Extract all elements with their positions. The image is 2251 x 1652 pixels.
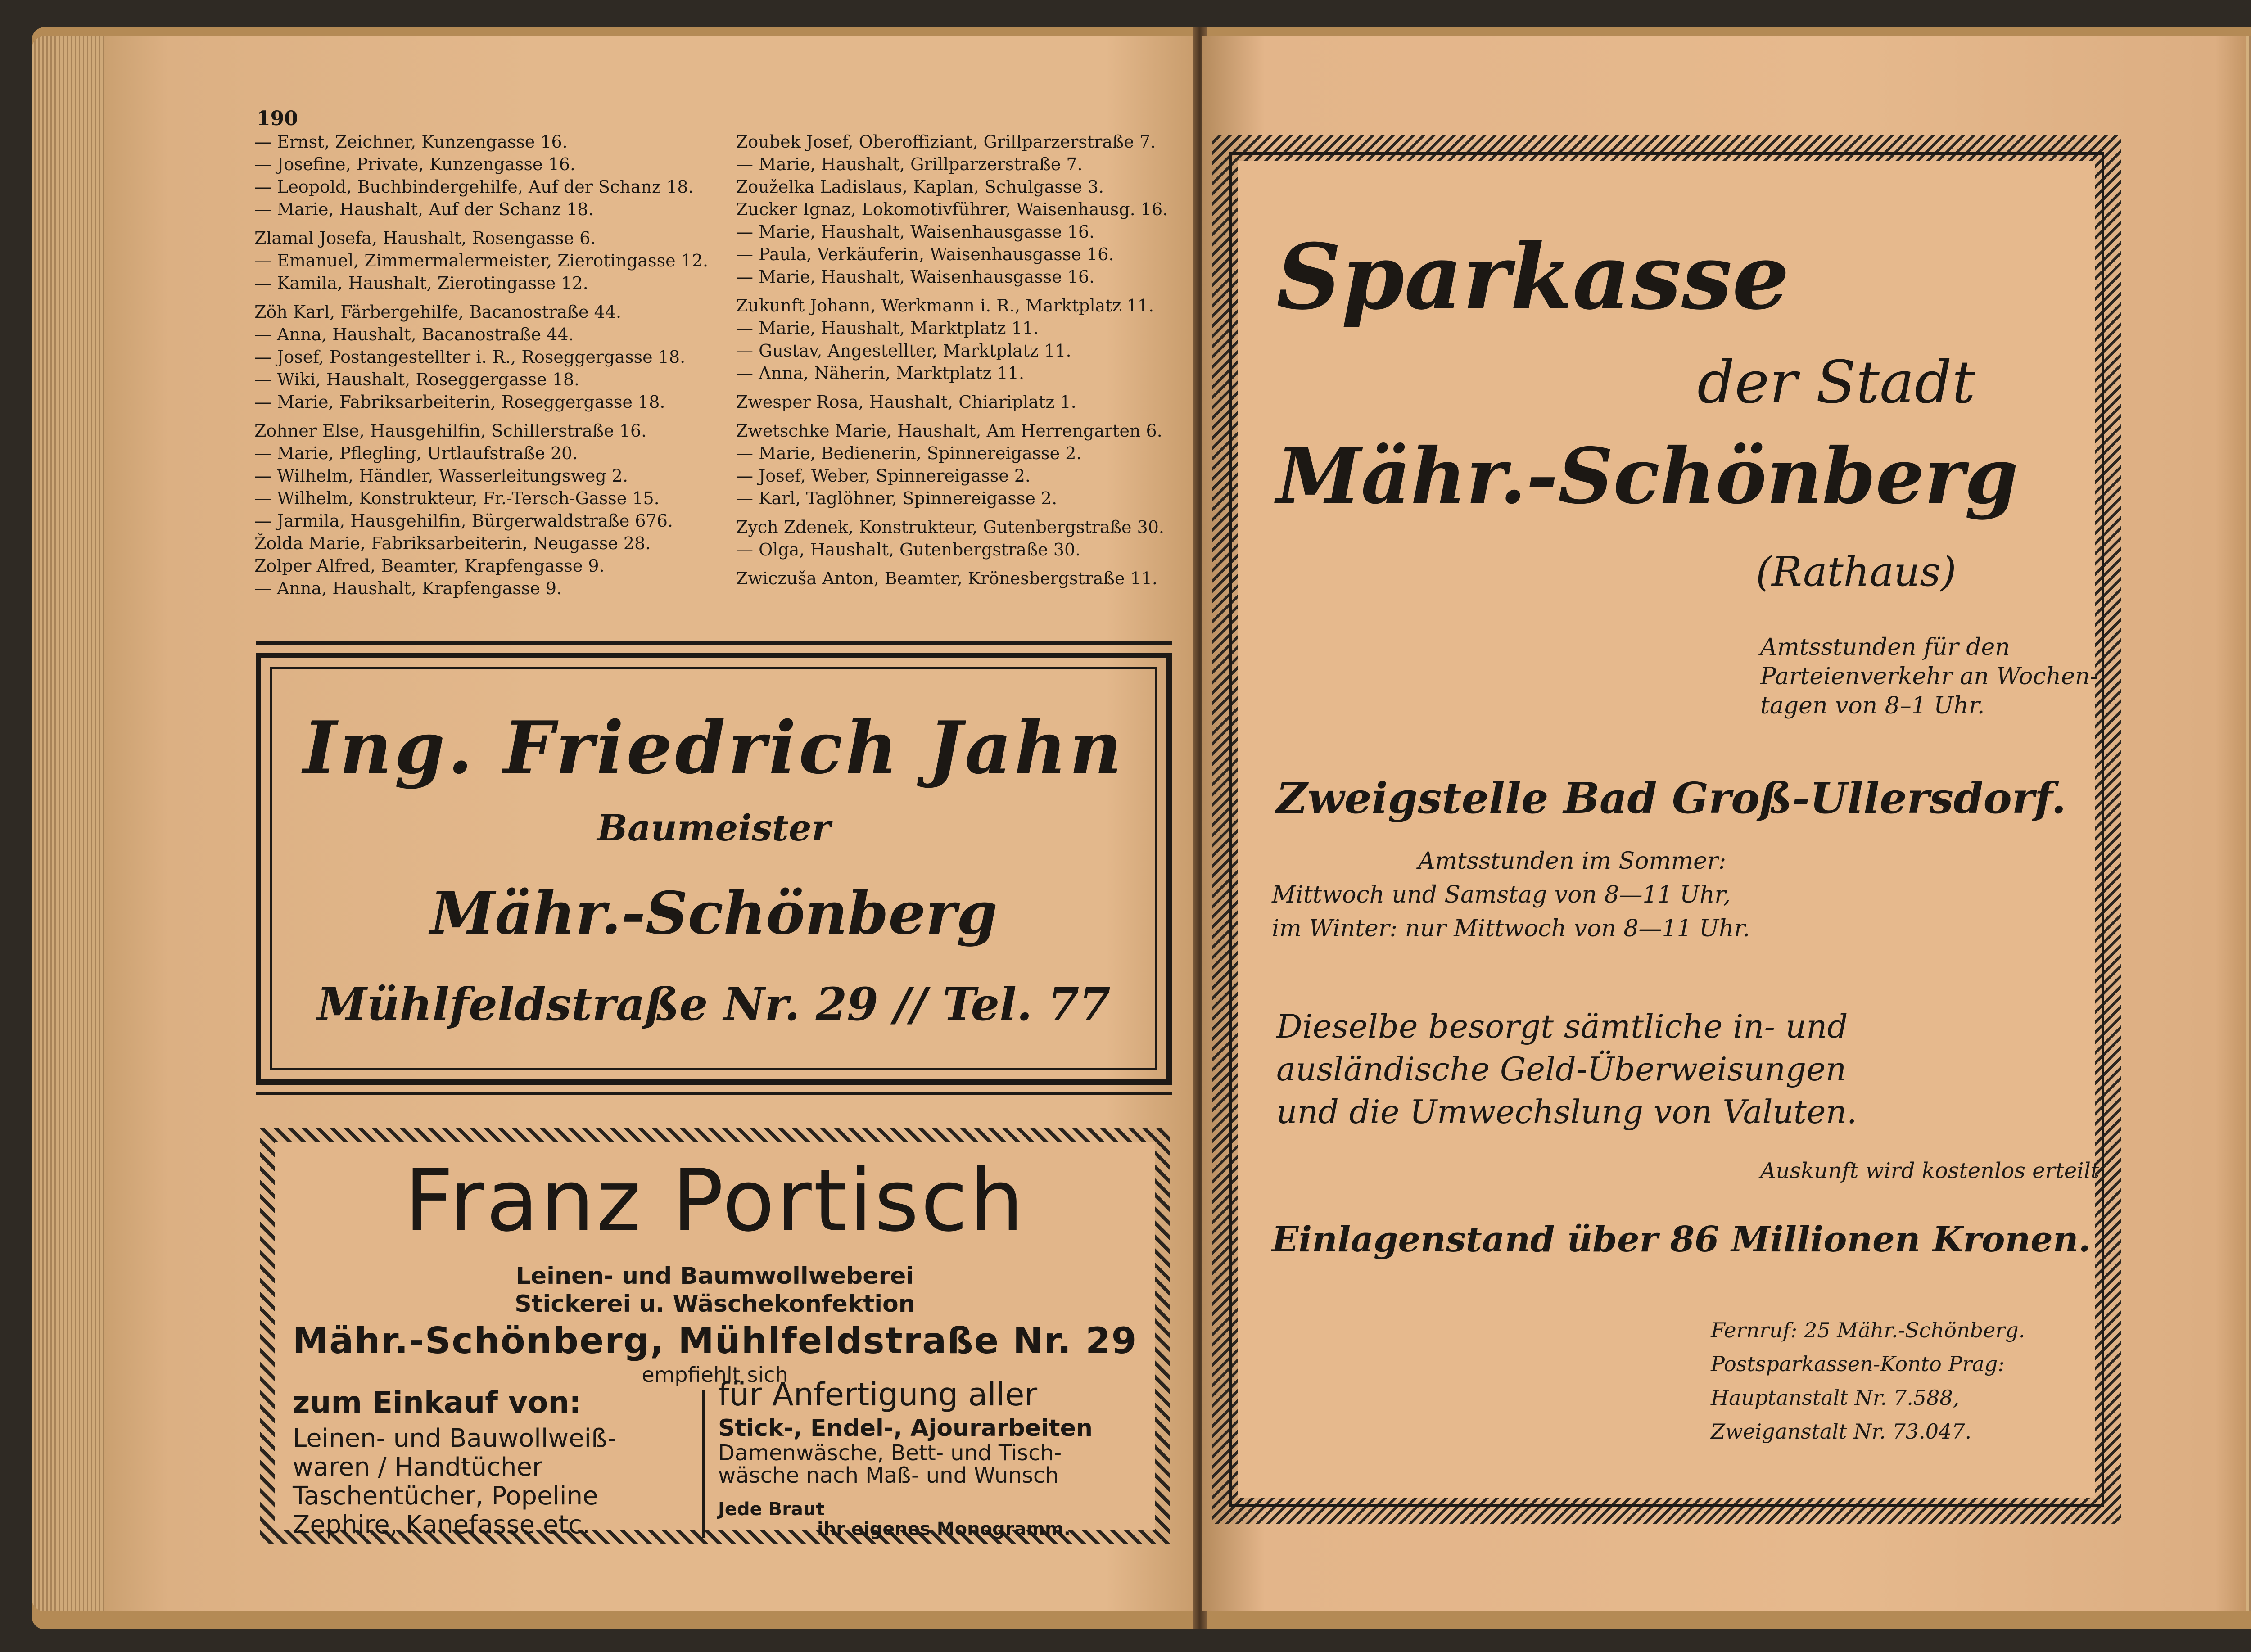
portisch-right-footer2: ihr eigenes Monogramm. (817, 1519, 1071, 1539)
directory-column-left (254, 131, 708, 600)
service-line3: und die Umwechslung von Valuten. (1276, 1093, 1857, 1131)
list-item: — Anna, Haushalt, Bacanostraße 44. (254, 325, 574, 344)
portisch-right-line: Damenwäsche, Bett- und Tisch- (718, 1440, 1062, 1466)
list-item: — Jarmila, Hausgehilfin, Bürgerwaldstraße 676. (254, 511, 673, 531)
list-item: — Wilhelm, Händler, Wasserleitungsweg 2. (254, 466, 628, 486)
list-item: — Karl, Taglöhner, Spinnereigasse 2. (736, 488, 1058, 508)
sparkasse-inner (1238, 161, 2100, 1498)
list-item: — Wilhelm, Konstrukteur, Fr.-Tersch-Gasse 15. (254, 488, 660, 508)
sparkasse-location: (Rathaus) (1756, 548, 1957, 596)
sparkasse-advertisement (1212, 135, 2121, 1524)
page-number: 190 (257, 107, 298, 130)
list-item: — Marie, Pflegling, Urtlaufstraße 20. (254, 443, 578, 463)
list-item: — Josefine, Private, Kunzengasse 16. (254, 154, 576, 174)
list-item: — Ernst, Zeichner, Kunzengasse 16. (254, 132, 568, 152)
list-item: — Anna, Näherin, Marktplatz 11. (736, 363, 1025, 383)
sparkasse-title: Sparkasse (1276, 224, 1790, 330)
portisch-left-title: zum Einkauf von: (293, 1385, 581, 1420)
deposits-line: Einlagenstand über 86 Millionen Kronen. (1272, 1219, 2091, 1260)
list-item: — Marie, Bedienerin, Spinnereigasse 2. (736, 443, 1082, 463)
page-edges-right (2246, 36, 2251, 1611)
sparkasse-city: Mähr.-Schönberg (1276, 431, 2018, 521)
portisch-left-line: Taschentücher, Popeline (293, 1481, 598, 1511)
list-item: Zucker Ignaz, Lokomotivführer, Waisenhausg. 16. (736, 199, 1168, 219)
sparkasse-hours-line3: tagen von 8–1 Uhr. (1760, 692, 1985, 719)
portisch-line1: Leinen- und Baumwollweberei (515, 1263, 914, 1290)
sparkasse-subtitle: der Stadt (1697, 348, 1975, 416)
list-item: Zlamal Josefa, Haushalt, Rosengasse 6. (254, 228, 596, 248)
contact-line3: Hauptanstalt Nr. 7.588, (1711, 1386, 1960, 1410)
jahn-city: Mähr.-Schönberg (430, 879, 998, 948)
list-item: — Gustav, Angestellter, Marktplatz 11. (736, 341, 1071, 361)
list-item: — Paula, Verkäuferin, Waisenhausgasse 16. (736, 244, 1114, 264)
info-note: Auskunft wird kostenlos erteilt (1760, 1158, 2100, 1183)
contact-line2: Postsparkassen-Konto Prag: (1711, 1352, 2005, 1376)
portisch-advertisement (260, 1128, 1170, 1544)
service-line1: Dieselbe besorgt sämtliche in- und (1276, 1007, 1848, 1045)
page-edges-left (32, 36, 104, 1611)
portisch-right-footer1: Jede Braut (718, 1499, 825, 1520)
branch-hours-line2: Mittwoch und Samstag von 8—11 Uhr, (1272, 881, 1731, 908)
contact-line4: Zweiganstalt Nr. 73.047. (1711, 1419, 1972, 1444)
portisch-address: Mähr.-Schönberg, Mühlfeldstraße Nr. 29 (292, 1320, 1138, 1362)
branch-hours-line3: im Winter: nur Mittwoch von 8—11 Uhr. (1272, 915, 1750, 942)
list-item: Zohner Else, Hausgehilfin, Schillerstraße 16. (254, 421, 647, 441)
portisch-right-title: für Anfertigung aller (718, 1376, 1038, 1413)
list-item: — Marie, Fabriksarbeiterin, Roseggergasse 18. (254, 392, 665, 412)
list-item: Zukunft Johann, Werkmann i. R., Marktplatz 11. (736, 296, 1154, 316)
list-item: — Emanuel, Zimmermalermeister, Zierotingasse 12. (254, 251, 709, 271)
list-item: Zolper Alfred, Beamter, Krapfengasse 9. (254, 556, 605, 576)
list-item: — Anna, Haushalt, Krapfengasse 9. (254, 578, 562, 598)
list-item: Zwiczuša Anton, Beamter, Krönesbergstraße 11. (736, 569, 1157, 588)
list-item: Zwesper Rosa, Haushalt, Chiariplatz 1. (736, 392, 1076, 412)
list-item: — Josef, Postangestellter i. R., Roseggergasse 18. (254, 347, 686, 367)
list-item: — Marie, Haushalt, Waisenhausgasse 16. (736, 267, 1095, 287)
sparkasse-hours-line1: Amtsstunden für den (1760, 634, 2010, 661)
portisch-left-line: Leinen- und Bauwollweiß- (293, 1424, 617, 1453)
portisch-right-line: wäsche nach Maß- und Wunsch (718, 1463, 1059, 1488)
list-item: — Marie, Haushalt, Waisenhausgasse 16. (736, 222, 1095, 242)
list-item: Zouželka Ladislaus, Kaplan, Schulgasse 3. (736, 177, 1104, 197)
list-item: Zöh Karl, Färbergehilfe, Bacanostraße 44. (254, 302, 622, 322)
sparkasse-hours-line2: Parteienverkehr an Wochen- (1760, 663, 2098, 690)
portisch-line2: Stickerei u. Wäschekonfektion (515, 1291, 915, 1318)
branch-hours-line1: Amtsstunden im Sommer: (1418, 848, 1727, 875)
list-item: Zych Zdenek, Konstrukteur, Gutenbergstraße 30. (736, 517, 1164, 537)
list-item: — Olga, Haushalt, Gutenbergstraße 30. (736, 540, 1081, 560)
list-item: — Marie, Haushalt, Marktplatz 11. (736, 318, 1039, 338)
list-item: Žolda Marie, Fabriksarbeiterin, Neugasse 28. (254, 533, 651, 553)
list-item: — Josef, Weber, Spinnereigasse 2. (736, 466, 1031, 486)
portisch-left-line: waren / Handtücher (293, 1453, 542, 1482)
portisch-left-column (293, 1385, 698, 1539)
list-item: — Leopold, Buchbindergehilfe, Auf der Schanz 18. (254, 177, 694, 197)
jahn-address: Mühlfeldstraße Nr. 29 // Tel. 77 (317, 978, 1111, 1031)
jahn-name: Ing. Friedrich Jahn (303, 705, 1125, 790)
portisch-right-column (718, 1376, 1123, 1539)
portisch-recommends: empfiehlt sich (642, 1363, 788, 1387)
list-item: — Wiki, Haushalt, Roseggergasse 18. (254, 370, 580, 389)
service-line2: ausländische Geld-Überweisungen (1276, 1050, 1847, 1088)
contact-line1: Fernruf: 25 Mähr.-Schönberg. (1711, 1318, 2025, 1342)
portisch-column-divider (702, 1390, 705, 1538)
list-item: — Marie, Haushalt, Grillparzerstraße 7. (736, 154, 1083, 174)
portisch-inner (275, 1142, 1155, 1539)
portisch-name: Franz Portisch (404, 1151, 1026, 1250)
divider-top (256, 641, 1172, 645)
branch-title: Zweigstelle Bad Groß-Ullersdorf. (1276, 773, 2066, 823)
portisch-right-bold: Stick-, Endel-, Ajourarbeiten (718, 1415, 1093, 1442)
list-item: Zoubek Josef, Oberoffiziant, Grillparzerstraße 7. (736, 132, 1156, 152)
directory-column-right (736, 131, 1168, 590)
divider-bottom (256, 1092, 1172, 1095)
portisch-left-line: Zephire, Kanefasse etc. (293, 1510, 590, 1539)
jahn-advertisement (256, 653, 1172, 1085)
list-item: — Kamila, Haushalt, Zierotingasse 12. (254, 273, 588, 293)
jahn-profession: Baumeister (597, 807, 831, 849)
list-item: — Marie, Haushalt, Auf der Schanz 18. (254, 199, 594, 219)
list-item: Zwetschke Marie, Haushalt, Am Herrengarten 6. (736, 421, 1162, 441)
